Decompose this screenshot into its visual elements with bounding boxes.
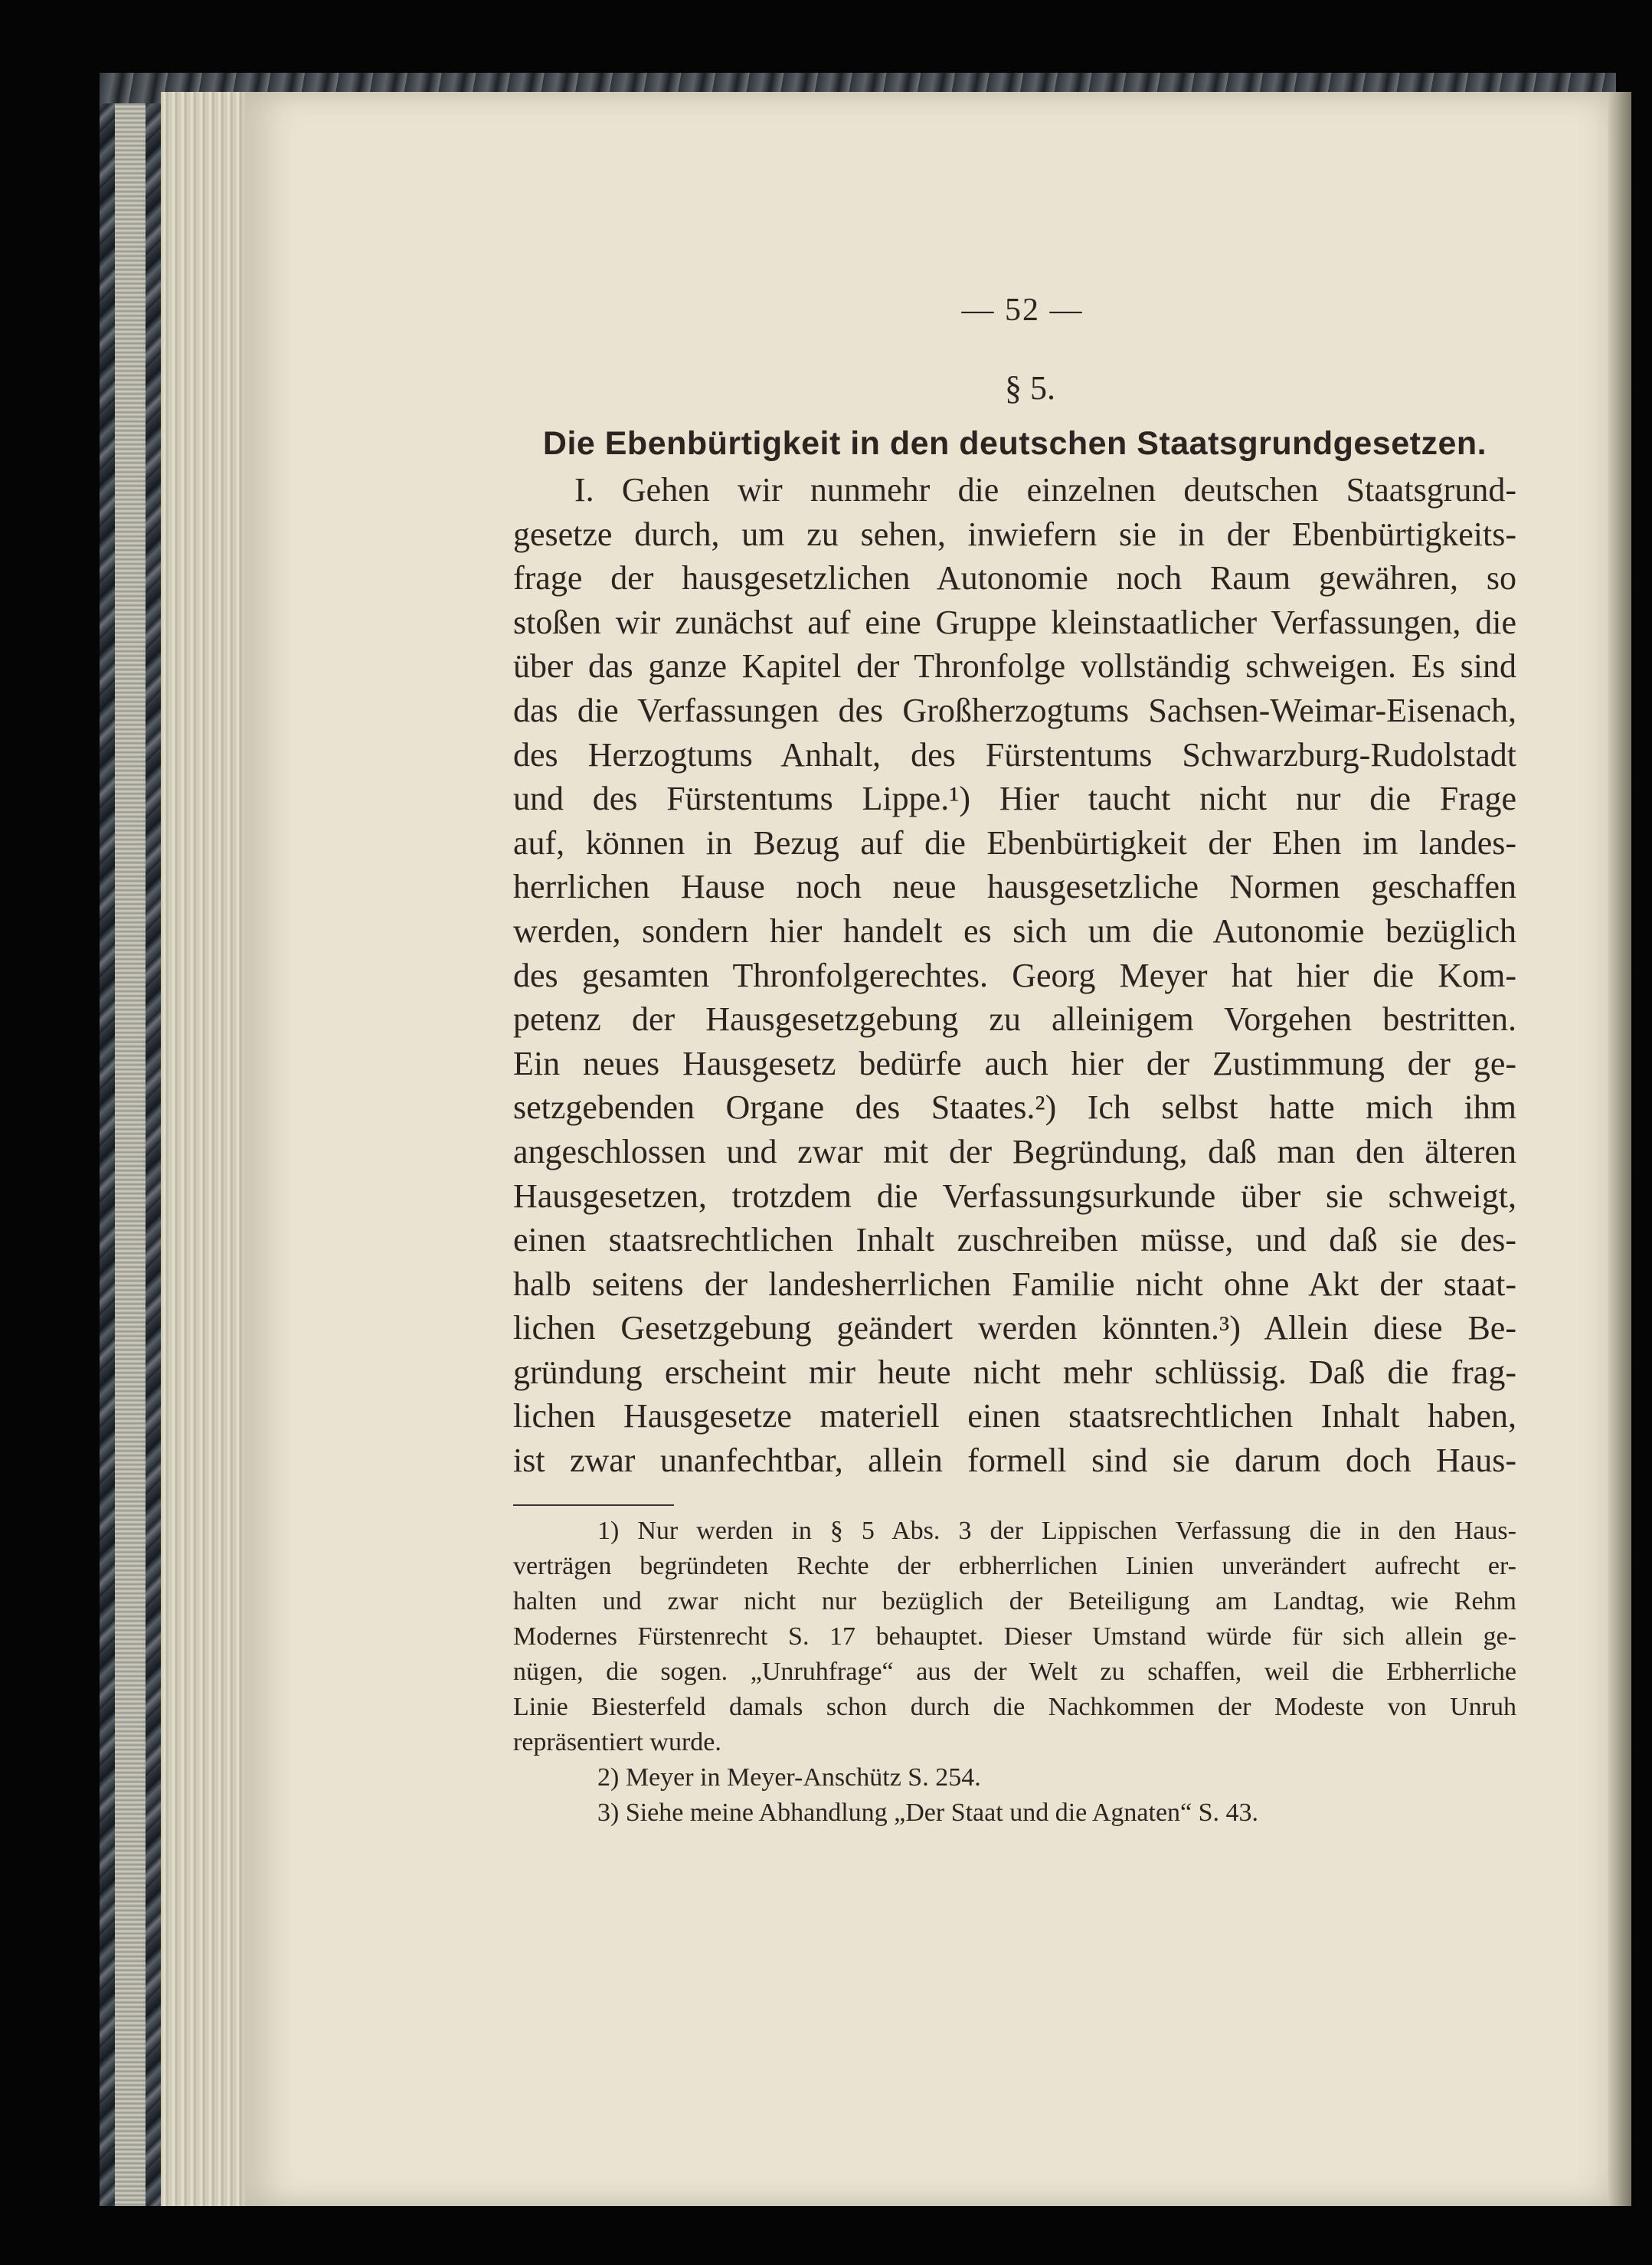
page-number: — 52 —: [961, 293, 1084, 328]
page-right-edge: [1608, 92, 1631, 2206]
footnote-1-line: verträgen begründeten Rechte der erbherrlichen Linien unverändert aufrecht er-: [513, 1551, 1516, 1580]
footnote-1-line: halten und zwar nicht nur bezüglich der Beteiligung am Landtag, wie Rehm: [513, 1586, 1516, 1615]
body-line: des Herzogtums Anhalt, des Fürstentums Schwarzburg-Rudolstadt: [513, 735, 1516, 774]
body-line: das die Verfassungen des Großherzogtums Sachsen-Weimar-Eisenach,: [513, 691, 1516, 729]
footnote-1-line: Linie Biesterfeld damals schon durch die Nachkommen der Modeste von Unruh: [513, 1692, 1516, 1721]
page-edges: [161, 92, 253, 2206]
body-line: lichen Hausgesetze materiell einen staatsrechtlichen Inhalt haben,: [513, 1397, 1516, 1435]
body-line: I. Gehen wir nunmehr die einzelnen deutschen Staatsgrund-: [574, 471, 1516, 509]
body-line: lichen Gesetzgebung geändert werden könnten.³) Allein diese Be-: [513, 1309, 1516, 1347]
body-line: herrlichen Hause noch neue hausgesetzliche Normen geschaffen: [513, 868, 1516, 906]
body-line: auf, können in Bezug auf die Ebenbürtigkeit der Ehen im landes-: [513, 823, 1516, 862]
body-line: Ein neues Hausgesetz bedürfe auch hier der Zustimmung der ge-: [513, 1044, 1516, 1082]
body-line: petenz der Hausgesetzgebung zu alleinigem Vorgehen bestritten.: [513, 1000, 1516, 1039]
footnote-1-line: Modernes Fürstenrecht S. 17 behauptet. Dieser Umstand würde für sich allein ge-: [513, 1622, 1516, 1651]
body-line: werden, sondern hier handelt es sich um die Autonomie bezüglich: [513, 912, 1516, 950]
page-content: [513, 287, 1516, 1831]
body-line: gesetze durch, um zu sehen, inwiefern sie in der Ebenbürtigkeits-: [513, 515, 1516, 553]
body-line: Hausgesetzen, trotzdem die Verfassungsurkunde über sie schweigt,: [513, 1177, 1516, 1215]
footnote-1-line: repräsentiert wurde.: [513, 1727, 721, 1756]
body-line: über das ganze Kapitel der Thronfolge vollständig schweigen. Es sind: [513, 647, 1516, 686]
body-line: des gesamten Thronfolgerechtes. Georg Meyer hat hier die Kom-: [513, 956, 1516, 994]
footnotes: [513, 1514, 1516, 1831]
section-mark: § 5.: [1005, 369, 1055, 407]
footnote-divider: [513, 1504, 674, 1506]
section-heading: Die Ebenbürtigkeit in den deutschen Staatsgrundgesetzen.: [542, 425, 1487, 462]
body-line: einen staatsrechtlichen Inhalt zuschreiben müsse, und daß sie des-: [513, 1221, 1516, 1259]
body-line: stoßen wir zunächst auf eine Gruppe kleinstaatlicher Verfassungen, die: [513, 603, 1516, 641]
footnote-1-line: 1) Nur werden in § 5 Abs. 3 der Lippischen Verfassung die in den Haus-: [597, 1516, 1516, 1545]
body-line: und des Fürstentums Lippe.¹) Hier taucht nicht nur die Frage: [513, 780, 1516, 818]
body-line: ist zwar unanfechtbar, allein formell sind sie darum doch Haus-: [513, 1442, 1516, 1480]
body-line: frage der hausgesetzlichen Autonomie noch Raum gewähren, so: [513, 559, 1516, 597]
body-line: setzgebenden Organe des Staates.²) Ich selbst hatte mich ihm: [513, 1088, 1516, 1127]
body-line: halb seitens der landesherrlichen Familie nicht ohne Akt der staat-: [513, 1265, 1516, 1303]
footnote-3: 3) Siehe meine Abhandlung „Der Staat und die Agnaten“ S. 43.: [597, 1798, 1259, 1827]
cover-edge: [115, 77, 146, 2206]
body-line: angeschlossen und zwar mit der Begründung, daß man den älteren: [513, 1132, 1516, 1170]
footnote-1-line: nügen, die sogen. „Unruhfrage“ aus der Welt zu schaffen, weil die Erbherrliche: [513, 1657, 1516, 1686]
footnote-2: 2) Meyer in Meyer-Anschütz S. 254.: [597, 1763, 981, 1792]
body-text: [513, 468, 1516, 1483]
body-line: gründung erscheint mir heute nicht mehr schlüssig. Daß die frag-: [513, 1353, 1516, 1391]
